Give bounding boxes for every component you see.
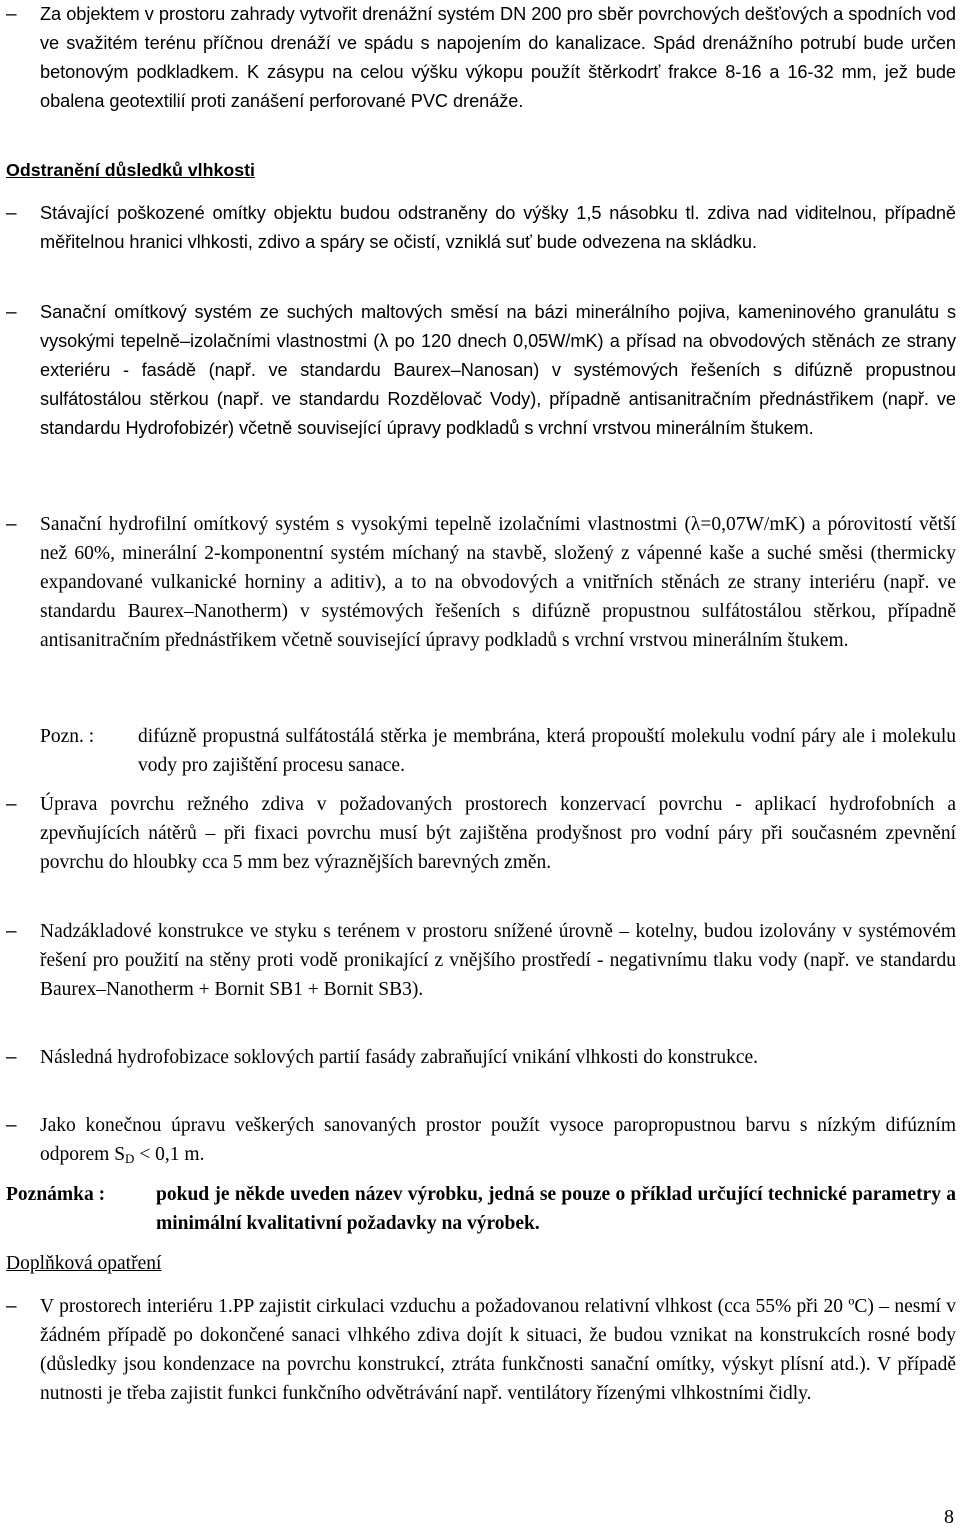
list-item-text: Stávající poškozené omítky objektu budou odstraněny do výšky 1,5 násobku tl. zdiva nad viditelnou, případně měřitelnou hranici vlhkosti, zdivo a spáry se očistí, vzniklá suť bude odvezena na skládku. [40, 203, 956, 252]
subscript-d: D [125, 1151, 135, 1166]
list-item-text-main: Jako konečnou úpravu veškerých sanovaných prostor použít vysoce paropropustnou barvu s nízkým difúzním odporem S [40, 1115, 956, 1165]
list-item-text: Úprava povrchu režného zdiva v požadovaných prostorech konzervací povrchu - aplikací hydrofobních a zpevňujících nátěrů – při fixaci povrchu musí být zajištěna prodyšnost pro vodní páry při současném zpevnění povrchu do hloubky cca 5 mm bez výraznějších barevných změn. [40, 794, 956, 873]
remark-label: Pozn. : [40, 726, 95, 747]
dash-bullet: – [6, 1047, 17, 1068]
list-item-text: Následná hydrofobizace soklových partií fasády zabraňující vnikání vlhkosti do konstrukce. [40, 1047, 759, 1068]
note-text: pokud je někde uveden název výrobku, jedná se pouze o příklad určující technické parametry a minimální kvalitativní požadavky na výrobek. [156, 1184, 956, 1234]
list-item-text: Nadzákladové konstrukce ve styku s terénem v prostoru snížené úrovně – kotelny, budou izolovány v systémovém řešení pro použití na stěny proti vodě pronikající z vnějšího prostředí - negativnímu tlaku vody (např. ve standardu Baurex–Nanotherm + Bornit SB1 + Bornit SB3). [40, 921, 956, 1000]
dash-bullet: – [6, 514, 17, 535]
dash-bullet: – [6, 921, 17, 942]
list-item-text: V prostorech interiéru 1.PP zajistit cirkulaci vzduchu a požadovanou relativní vlhkost (cca 55% při 20 ºC) – nesmí v žádném případě po dokončené sanaci vlhkého zdiva dojít k situaci, že budou vznikat na konstrukcích rosné body (důsledky jsou kondenzace na povrchu konstrukcí, ztráta funkčnosti sanační omítky, výskyt plísní atd.). V případě nutnosti je třeba zajistit funkci funkčního odvětrávání např. ventilátory řízenými vlhkostními čidly. [40, 1296, 956, 1404]
list-item-text: Sanační hydrofilní omítkový systém s vysokými tepelně izolačními vlastnostmi (λ=0,07W/mK) a pórovitostí větší než 60%, minerální 2-komponentní systém míchaný na stavbě, složený z vápenné kaše a suché směsi (thermicky expandované vulkanické horniny a aditiv), a to na obvodových a vnitřních stěnách ze strany interiéru (např. ve standardu Baurex–Nanotherm) v systémových řešeních s difúzně propustnou sulfátostálou stěrkou, případně antisanitračním přednástřikem včetně související úpravy podkladů s vrchní vrstvou minerálním štukem. [40, 514, 956, 651]
dash-bullet: – [6, 1115, 17, 1136]
dash-bullet: – [6, 302, 17, 323]
list-item-text [40, 1111, 956, 1173]
remark-text: difúzně propustná sulfátostálá stěrka je membrána, která propouští molekulu vodní páry ale i molekulu vody pro zajištění procesu sanace. [138, 726, 956, 776]
dash-bullet: – [6, 4, 17, 25]
list-item-text-tail: < 0,1 m. [134, 1144, 205, 1165]
list-item-text: Sanační omítkový systém ze suchých maltových směsí na bázi minerálního pojiva, kameninového granulátu s vysokými tepelně–izolačními vlastnostmi (λ po 120 dnech 0,05W/mK) a přísad na obvodových stěnách ze strany exteriéru - fasádě (např. ve standardu Baurex–Nanosan) v systémových řešeních s difúzně propustnou sulfátostálou stěrkou (např. ve standardu Rozdělovač Vody), případně antisanitračním přednástřikem (např. ve standardu Hydrofobizér) včetně související úpravy podkladů s vrchní vrstvou minerálním štukem. [40, 302, 956, 438]
page-number: 8 [944, 1506, 954, 1528]
section-heading-moisture: Odstranění důsledků vlhkosti [6, 160, 255, 180]
section-heading-additional-measures: Doplňková opatření [6, 1253, 162, 1274]
dash-bullet: – [6, 794, 17, 815]
dash-bullet: – [6, 203, 17, 224]
dash-bullet: – [6, 1296, 17, 1317]
note-label: Poznámka : [6, 1184, 106, 1205]
paragraph-text: Za objektem v prostoru zahrady vytvořit drenážní systém DN 200 pro sběr povrchových dešťových a spodních vod ve svažitém terénu příčnou drenáží ve spádu s napojením do kanalizace. Spád drenážního potrubí bude určen betonovým podkladkem. K zásypu na celou výšku výkopu použít štěrkodrť frakce 8-16 a 16-32 mm, jež bude obalena geotextilií proti zanášení perforované PVC drenáže. [40, 4, 956, 111]
